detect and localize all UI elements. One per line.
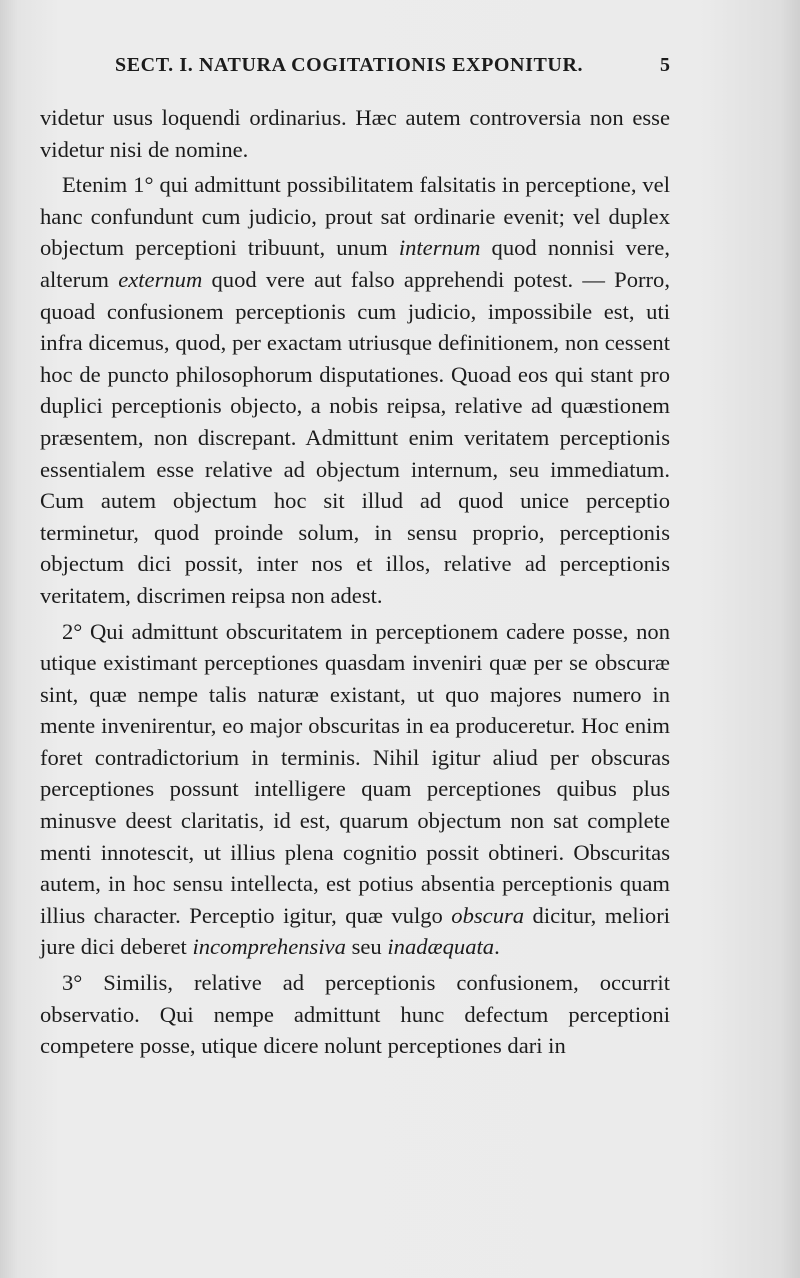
paragraph-3-text-a: 2° Qui admittunt obscuritatem in perceptionem cadere posse, non utique existimant perceptiones quasdam inveniri quæ per se obscuræ sint, quæ nempe talis naturæ existant, ut quo majores numero in mente invenirentur, eo major obscuritas in ea produceretur. Hoc enim foret contradictorium in terminis. Nihil igitur aliud per obscuras perceptiones possunt intelligere quam perceptiones quibus plus minusve deest claritatis, id est, quarum objectum non sat complete menti innotescit, ut illius plena cognitio possit obtineri. Obscuritas autem, in hoc sensu intellecta, est potius absentia perceptionis quam illius character. Perceptio igitur, quæ vulgo — [40, 618, 670, 928]
paragraph-2-text-a: Etenim 1° qui admittunt possibilitatem falsitatis in perceptione, vel hanc confundunt cum judicio, prout sat ordinarie evenit; vel duplex objectum perceptioni tribuunt, unum — [40, 172, 670, 261]
italic-term-inadaequata: inadæquata — [387, 934, 495, 960]
page-number: 5 — [660, 54, 670, 76]
paragraph-2-text-b: quod nonnisi vere, alterum — [40, 235, 670, 292]
paragraph-4: 3° Similis, relative ad perceptionis confusionem, occurrit observatio. Qui nempe admittunt hunc defectum perceptioni competere posse, utique dicere nolunt perceptiones dari in — [40, 970, 670, 1059]
paragraph-3-text-c: seu — [345, 934, 388, 960]
page-header — [40, 54, 670, 86]
italic-term-obscura: obscura — [451, 902, 525, 928]
paragraph-3-text-d: . — [494, 934, 500, 960]
italic-term-externum: externum — [118, 266, 203, 292]
paragraph-3-text-b: dicitur, meliori jure dici deberet — [40, 902, 670, 960]
paragraph-1: videtur usus loquendi ordinarius. Hæc autem controversia non esse videtur nisi de nomine. — [40, 105, 670, 162]
running-head: SECT. I. NATURA COGITATIONIS EXPONITUR. — [115, 54, 584, 76]
italic-term-incomprehensiva: incomprehensiva — [192, 934, 346, 960]
paragraph-3 — [40, 616, 670, 964]
paragraph-2 — [40, 169, 670, 611]
paragraph-2-text-c: quod vere aut falso apprehendi potest. — Porro, quoad confusionem perceptionis cum judicio, impossibile est, uti infra dicemus, quod, per exactam utriusque definitionem, non cessent hoc de puncto philosophorum disputationes. Quoad eos qui stant pro duplici perceptionis objecto, a nobis reipsa, relative ad quæstionem præsentem, non discrepant. Admittunt enim veritatem perceptionis essentialem esse relative ad objectum internum, seu immediatum. Cum autem objectum hoc sit illud ad quod unice perceptio terminetur, quod proinde solum, in sensu proprio, perceptionis objectum dici possit, inter nos et illos, relative ad perceptionis veritatem, discrimen reipsa non adest. — [40, 266, 670, 608]
italic-term-internum: internum — [398, 235, 481, 261]
body-text — [40, 102, 670, 1062]
